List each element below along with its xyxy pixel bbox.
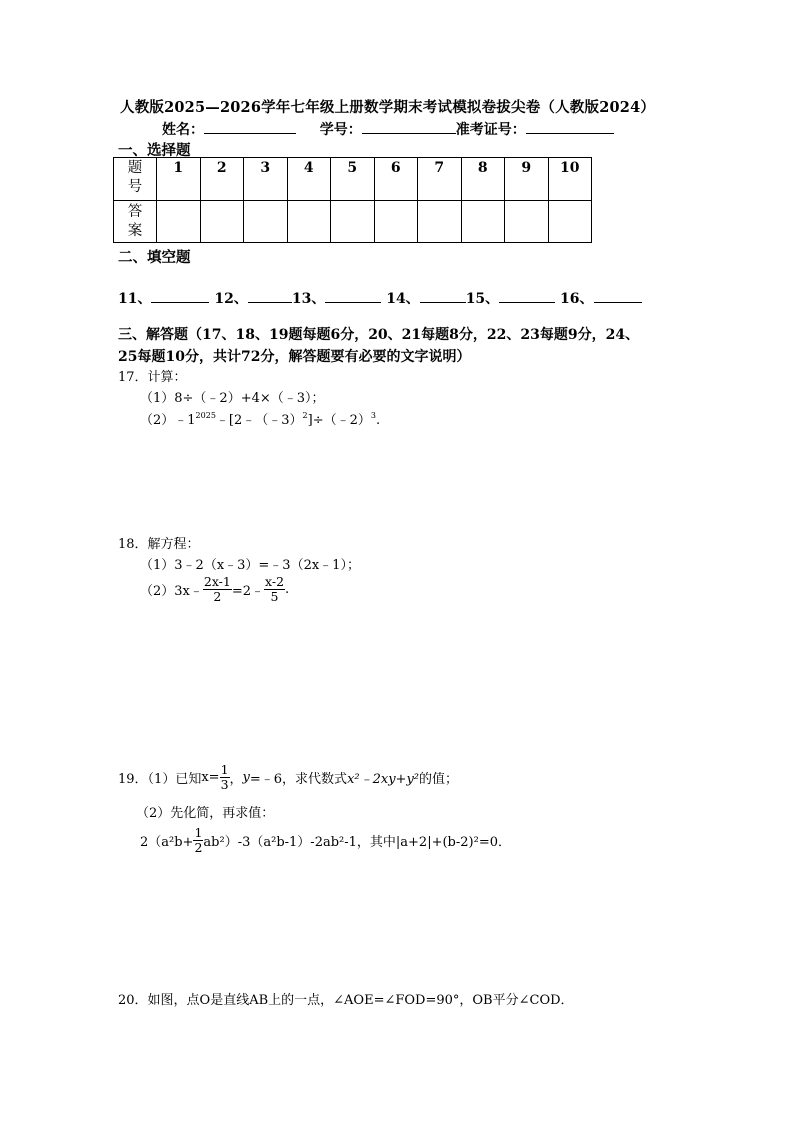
fill-blank[interactable] (248, 290, 292, 303)
fill-blank[interactable] (499, 290, 555, 303)
answer-cell[interactable] (287, 201, 331, 243)
section-answer-heading-line2: 25每题10分，共计72分，解答题要有必要的文字说明） (118, 349, 471, 365)
fill-blank[interactable] (420, 290, 466, 303)
name-blank[interactable] (204, 121, 296, 134)
choice-answer-table (113, 157, 592, 243)
answer-cell[interactable] (244, 201, 288, 243)
student-info-row (162, 119, 614, 139)
question-18-part-1: （1）3﹣2（x﹣3）=﹣3（2x﹣1）； (140, 558, 360, 573)
question-number-cell: 6 (374, 158, 418, 201)
answer-cell[interactable] (461, 201, 505, 243)
fill-item-label: 15、 (465, 291, 500, 307)
fill-item-label: 14、 (386, 291, 420, 307)
fill-blank[interactable] (594, 290, 642, 303)
question-number-cell: 1 (157, 158, 201, 201)
answer-cell[interactable] (157, 201, 201, 243)
answer-cell[interactable] (548, 201, 592, 243)
question-18-part-2: （2）3x﹣ $\frac{2x-1}{2}$ =2﹣ $\frac{x-2}{5}$ . (140, 574, 290, 604)
fill-blank-row (118, 288, 642, 308)
question-number-cell: 4 (287, 158, 331, 201)
question-number-cell: 7 (418, 158, 462, 201)
exam-number-label: 准考证号： (455, 122, 526, 138)
section-fill-heading: 二、填空题 (118, 249, 191, 266)
question-17-part-1: （1）8÷（﹣2）+4×（﹣3）； (140, 391, 325, 406)
question-number-cell: 5 (331, 158, 375, 201)
row-header-question-number: 题号 (114, 158, 157, 201)
table-row (114, 201, 592, 243)
section-choice-heading: 一、选择题 (118, 142, 191, 159)
name-label: 姓名： (162, 122, 204, 138)
question-number-cell: 2 (200, 158, 244, 201)
question-number-cell: 10 (548, 158, 592, 201)
answer-cell[interactable] (418, 201, 462, 243)
fraction: $\frac{1}{2}$ (194, 825, 203, 855)
question-19-part-1: 19．（1）已知x= $\frac{1}{3}$ ，y=﹣6，求代数式x²﹣2xy+y²的值； (118, 762, 459, 792)
table-row (114, 158, 592, 201)
student-id-label: 学号： (319, 122, 362, 138)
exam-number-blank[interactable] (526, 121, 614, 134)
question-18-label: 18．解方程： (118, 537, 200, 552)
fill-item-label: 12、 (214, 291, 248, 307)
student-id-blank[interactable] (362, 121, 456, 134)
question-17-part-2: $(2)﹣1^{2025}﹣[2﹣(﹣3)^2]\div(﹣2)^3$. (140, 411, 381, 428)
fill-blank[interactable] (325, 290, 381, 303)
question-20-text: 20．如图，点O是直线AB上的一点，∠AOE=∠FOD=90°，OB平分∠COD． (118, 993, 574, 1008)
answer-cell[interactable] (374, 201, 418, 243)
fill-blank[interactable] (151, 290, 209, 303)
fraction: $\frac{1}{3}$ (220, 762, 229, 792)
question-number-cell: 9 (505, 158, 549, 201)
section-answer-heading-line1: 三、解答题（17、18、19题每题6分，20、21每题8分，22、23每题9分，24、 (118, 327, 640, 343)
answer-cell[interactable] (331, 201, 375, 243)
fill-item-label: 11、 (118, 291, 152, 307)
fill-item-label: 16、 (560, 291, 594, 307)
question-19-part-2-label: （2）先化简，再求值： (136, 806, 275, 821)
exam-title: 人教版2025—2026学年七年级上册数学期末考试模拟卷拔尖卷（人教版2024） (120, 99, 656, 116)
question-17-label: 17．计算： (118, 370, 187, 385)
question-number-cell: 3 (244, 158, 288, 201)
answer-cell[interactable] (200, 201, 244, 243)
row-header-answer: 答案 (114, 201, 157, 243)
question-19-part-2-expression: 2（a²b+ $\frac{1}{2}$ ab²）-3（a²b-1）-2ab²-1，其中|a+2|+(b-2)²=0． (140, 825, 511, 855)
fill-item-label: 13、 (291, 291, 326, 307)
fraction: $\frac{2x-1}{2}$ (203, 574, 231, 604)
question-number-cell: 8 (461, 158, 505, 201)
fraction: $\frac{x-2}{5}$ (265, 574, 285, 604)
answer-cell[interactable] (505, 201, 549, 243)
